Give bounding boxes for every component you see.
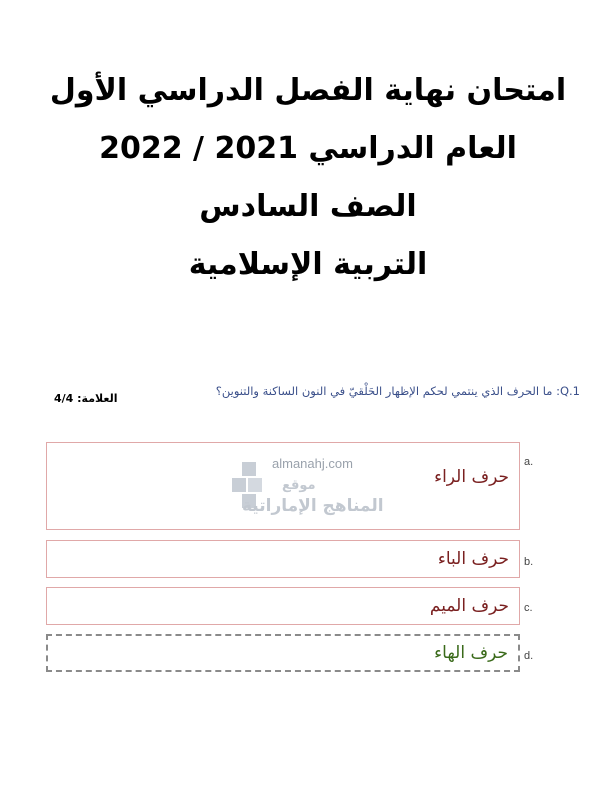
option-b-box[interactable] <box>46 540 520 578</box>
grade-level: الصف السادس <box>199 189 417 224</box>
exam-header <box>0 62 616 294</box>
option-d-text: حرف الهاء <box>434 643 508 663</box>
option-d-letter: d. <box>524 650 534 662</box>
option-b-text: حرف الباء <box>437 549 509 569</box>
option-c-box[interactable] <box>46 587 520 625</box>
watermark-line2: المناهج الإماراتية <box>242 496 384 516</box>
option-c-text: حرف الميم <box>429 596 509 616</box>
academic-year: العام الدراسي 2021 / 2022 <box>99 131 517 166</box>
option-c-letter: c. <box>524 602 533 614</box>
watermark-line1: موقع <box>282 478 316 493</box>
option-a-letter: a. <box>524 456 534 468</box>
question-grade: العلامة: 4/4 <box>54 392 118 405</box>
subject-name: التربية الإسلامية <box>188 247 428 282</box>
question-text: Q.1: ما الحرف الذي ينتمي لحكم الإظهار الحَلْقيّ في النون الساكنة والتنوين؟ <box>215 384 580 398</box>
option-b-letter: b. <box>524 556 534 568</box>
watermark <box>228 456 388 536</box>
option-a-text: حرف الراء <box>434 467 509 487</box>
watermark-site: almanahj.com <box>272 456 353 471</box>
option-d-box[interactable] <box>46 634 520 672</box>
exam-title: امتحان نهاية الفصل الدراسي الأول <box>49 73 567 108</box>
